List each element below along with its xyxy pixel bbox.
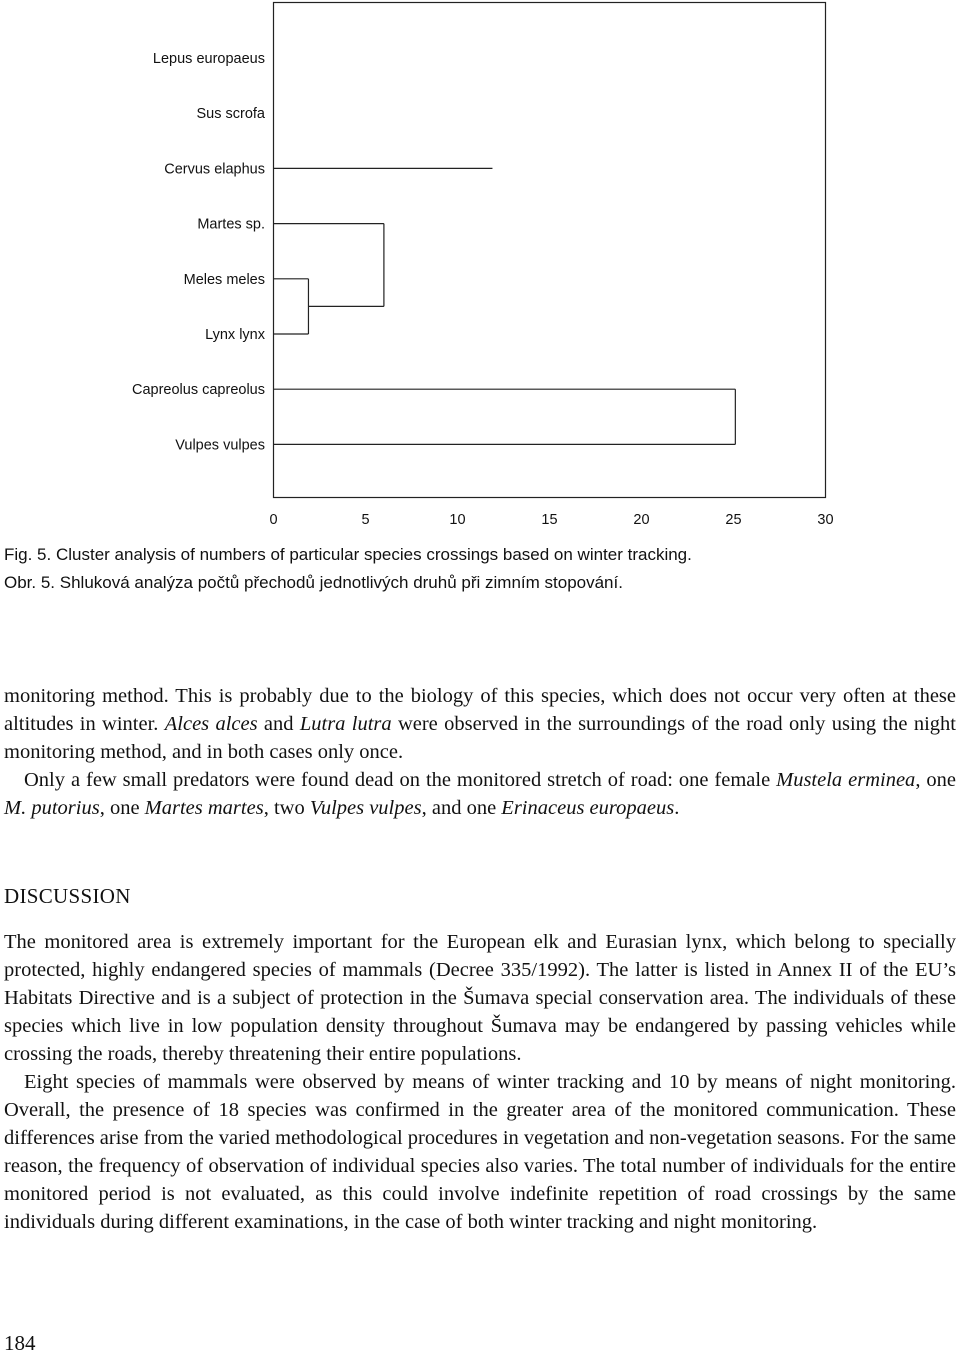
discussion-paragraph-1: The monitored area is extremely important for the European elk and Eurasian lynx, which belong to specially protected, highly endangered species of mammals (Decree 335/1992). The latter is listed in Annex II of the EU’s Habitats Directive and is a subject of protection in the Šumava special conservation area. The individuals of these species which live in low population density throughout Šumava may be endangered by passing vehicles while crossing the roads, thereby threatening their entire populations.: [4, 931, 956, 1065]
leaf-label-lepus-europaeus: Lepus europaeus: [152, 51, 265, 67]
page-number: 184: [4, 1331, 36, 1355]
x-tick-label-10: 10: [449, 512, 466, 528]
figure-caption-czech: Obr. 5. Shluková analýza počtů přechodů jednotlivých druhů při zimním stopování.: [4, 573, 623, 592]
leaf-label-vulpes-vulpes: Vulpes vulpes: [175, 437, 265, 454]
discussion-text: [4, 928, 956, 1236]
leaf-label-cervus-elaphus: Cervus elaphus: [164, 161, 265, 178]
dendrogram-figure: [0, 0, 960, 535]
figure-caption-english: Fig. 5. Cluster analysis of numbers of particular species crossings based on winter tracking.: [4, 545, 692, 564]
plot-frame: [274, 3, 826, 498]
leaf-label-martes-sp: Martes sp.: [197, 216, 265, 233]
leaf-label-meles-meles: Meles meles: [183, 271, 265, 288]
section-heading-discussion: DISCUSSION: [4, 884, 131, 908]
x-axis-tick-labels: [269, 512, 833, 528]
results-text: [4, 682, 956, 822]
leaf-labels: [132, 51, 266, 453]
x-tick-label-5: 5: [361, 512, 370, 528]
x-tick-label-15: 15: [541, 512, 558, 528]
results-paragraph-1: monitoring method. This is probably due to the biology of this species, which does not occur very often at these altitudes in winter. Alces alces and Lutra lutra were observed in the surroundings of the road only using the night monitoring method, and in both cases only once.: [4, 685, 956, 763]
discussion-paragraph-2: Eight species of mammals were observed by means of winter tracking and 10 by means of night monitoring. Overall, the presence of 18 species was confirmed in the greater area of the monitored communication. These differences arise from the varied methodological procedures in vegetation and non-vegetation seasons. For the same reason, the frequency of observation of individual species also varies. The total number of individuals for the entire monitored period is not evaluated, as this could involve indefinite repetition of road crossings by the same individuals during different examinations, in the case of both winter tracking and night monitoring.: [4, 1071, 956, 1233]
leaf-label-capreolus-capreolus: Capreolus capreolus: [132, 382, 265, 399]
x-tick-label-30: 30: [817, 512, 834, 528]
results-paragraph-2: Only a few small predators were found dead on the monitored stretch of road: one female Mustela erminea, one M. putorius, one Martes martes, two Vulpes vulpes, and one Erinaceus europaeus.: [4, 769, 956, 819]
dendrogram-links: [274, 168, 736, 444]
x-tick-label-0: 0: [269, 512, 278, 528]
x-tick-label-20: 20: [633, 512, 650, 528]
x-tick-label-25: 25: [725, 512, 742, 528]
leaf-label-lynx-lynx: Lynx lynx: [205, 327, 265, 343]
leaf-label-sus-scrofa: Sus scrofa: [196, 106, 265, 123]
